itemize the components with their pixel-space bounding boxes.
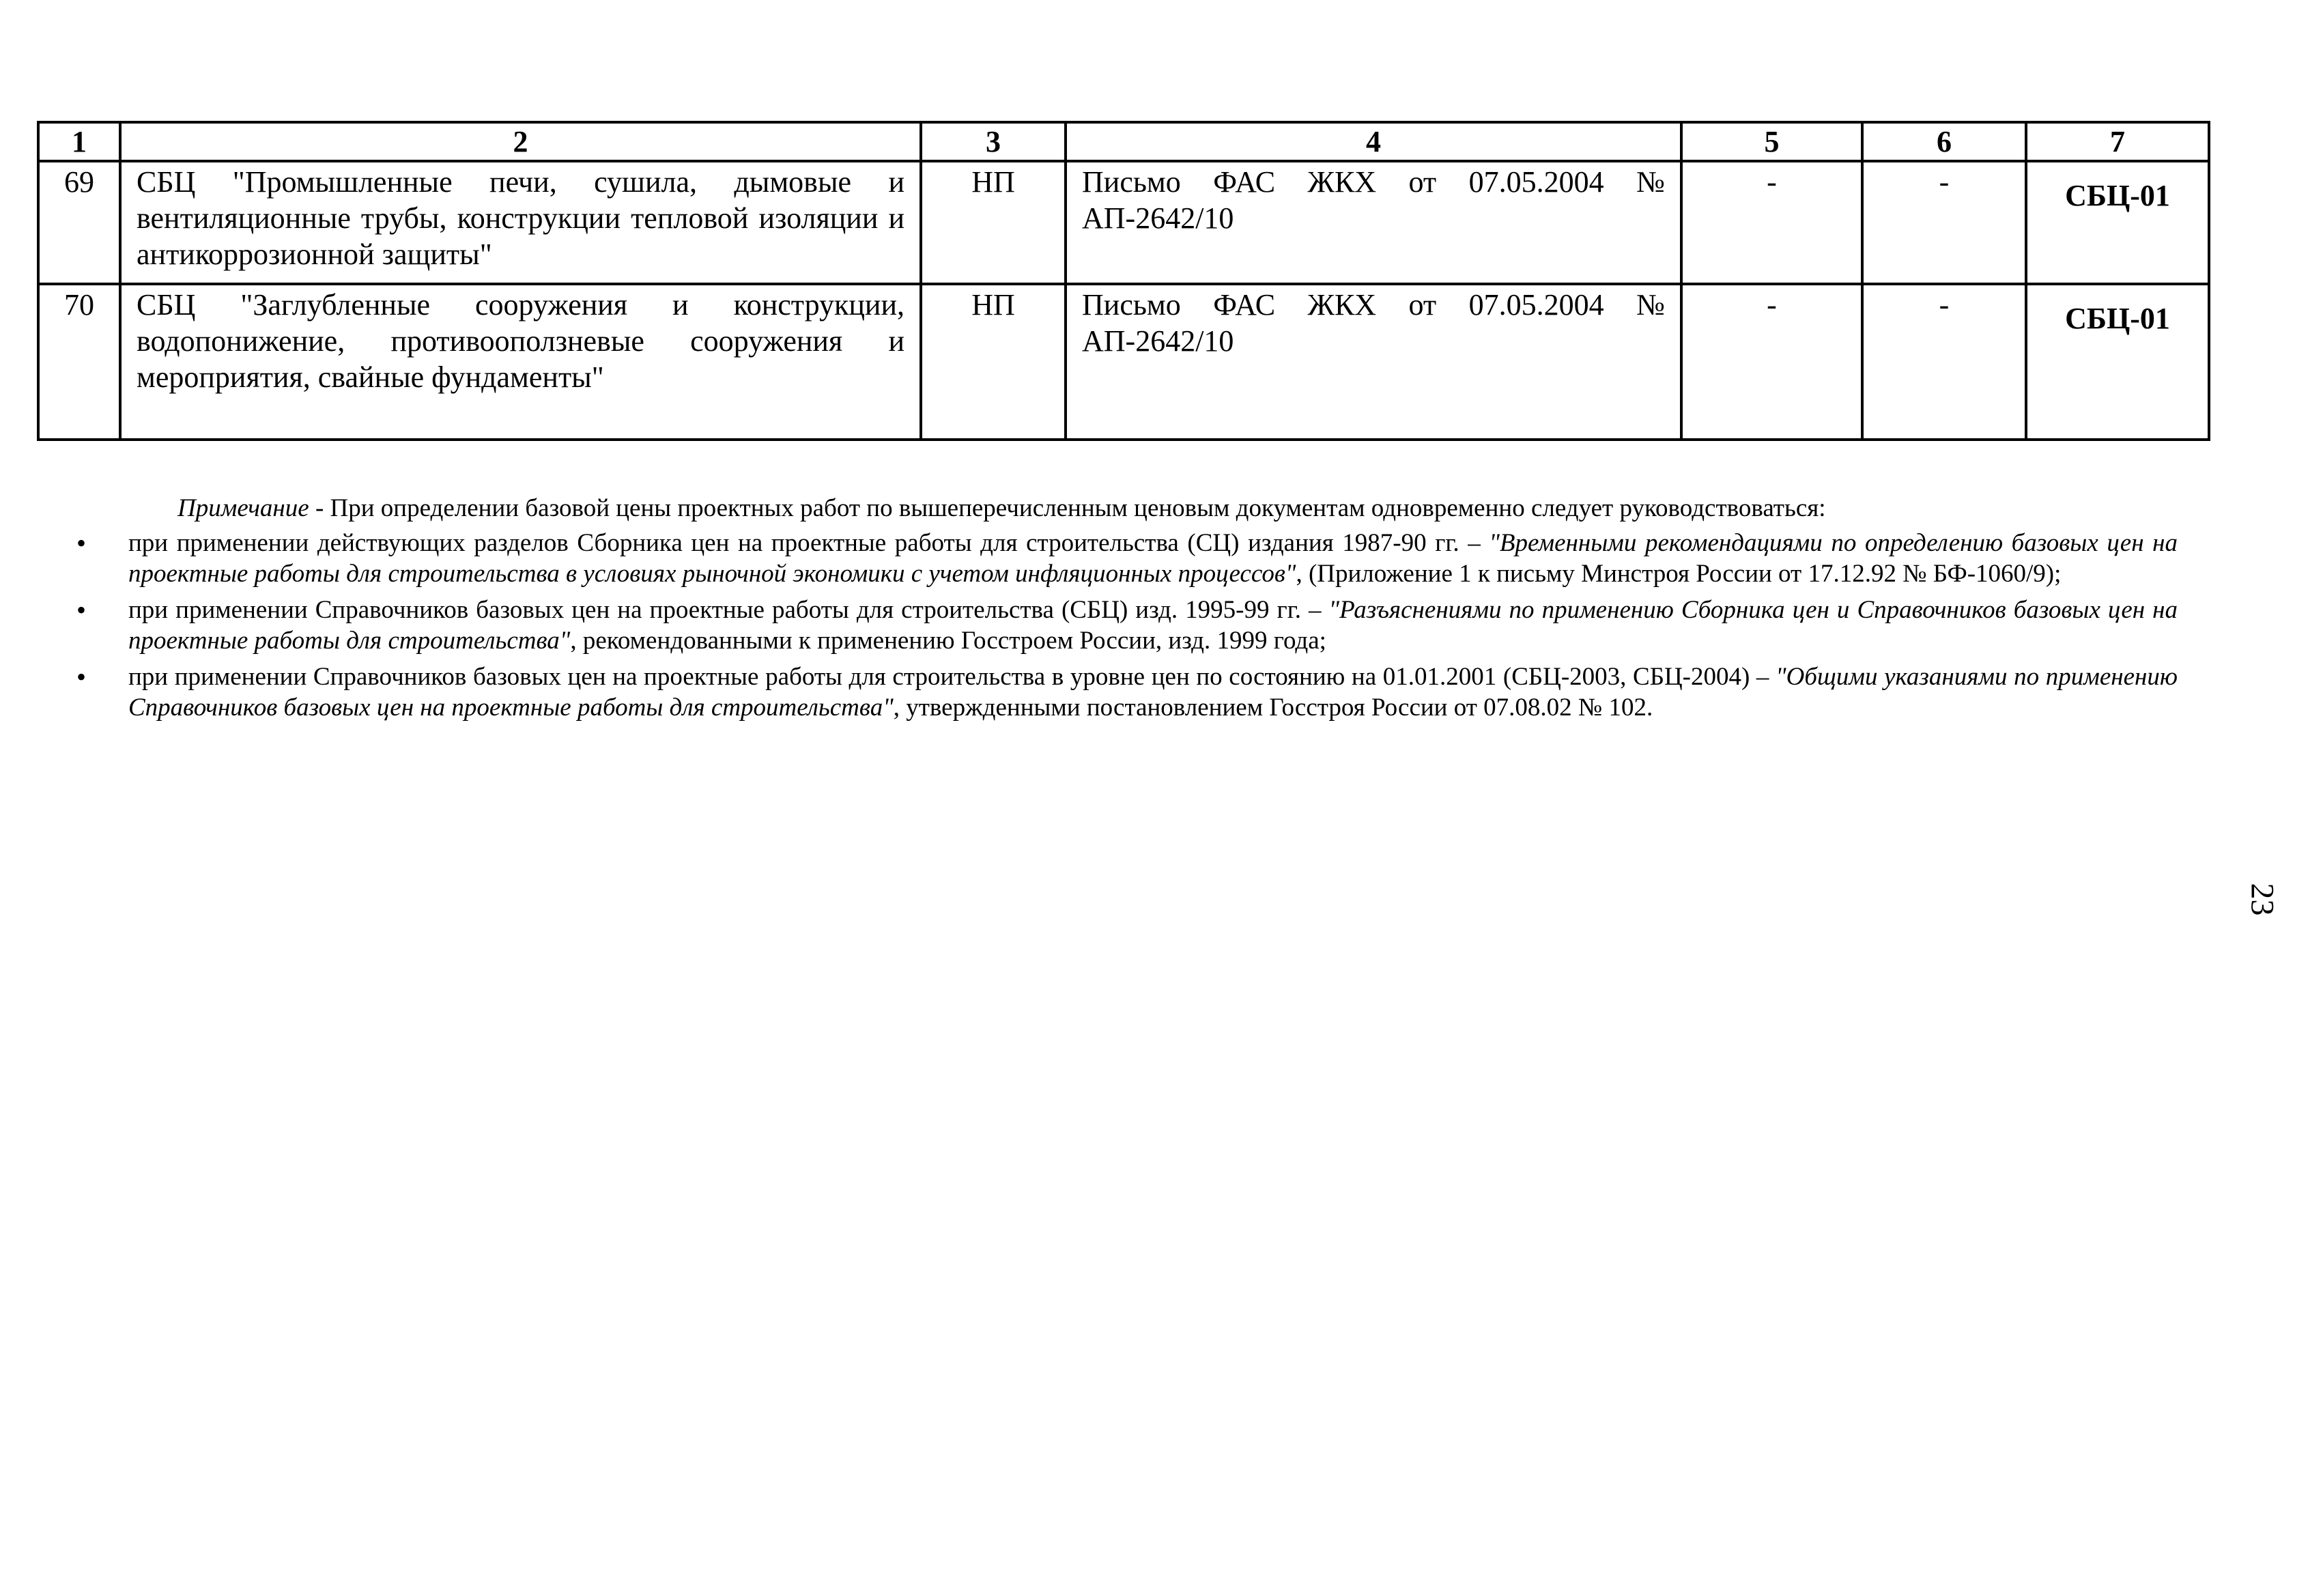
item-text: при применении Справочников базовых цен на проектные работы для строительства в уровне цен по состоянию на 01.01.2001 (СБЦ-2003, СБЦ-2004) – [128,663,1776,691]
approval-reference: Письмо ФАС ЖКХ от 07.05.2004 № АП-2642/10 [1066,284,1681,440]
document-code: СБЦ-01 [2026,161,2209,284]
bullet-icon: • [76,528,87,558]
status-cell: НП [921,284,1066,440]
header-cell: 2 [120,122,921,161]
list-item [68,595,2178,656]
document-title: СБЦ "Промышленные печи, сушила, дымовые и вентиляционные трубы, конструкции тепловой изоляции и антикоррозионной защиты" [120,161,921,284]
bullet-icon: • [76,595,87,625]
header-cell: 3 [921,122,1066,161]
note-label: Примечание - [177,494,324,522]
price-documents-table [37,121,2210,441]
row-number: 69 [38,161,120,284]
table-row [38,161,2209,284]
status-cell: НП [921,161,1066,284]
header-cell: 6 [1862,122,2026,161]
item-text-end: , рекомендованными к применению Госстроем России, изд. 1999 года; [570,627,1326,655]
column-6-value: - [1862,284,2026,440]
item-text-end: , утвержденными постановлением Госстроя России от 07.08.02 № 102. [893,694,1653,722]
row-number: 70 [38,284,120,440]
item-reference: "Разъяснениями по применению Сборника цен и Справочников базовых цен на проектные работы для строительства" [128,596,2178,655]
list-item [68,528,2178,589]
column-5-value: - [1681,161,1862,284]
note-intro-text: При определении базовой цены проектных работ по вышеперечисленным ценовым документам одновременно следует руководствоваться: [324,494,1826,522]
notes-section [68,493,2178,728]
column-5-value: - [1681,284,1862,440]
item-text: при применении действующих разделов Сборника цен на проектные работы для строительства (СЦ) издания 1987-90 гг. – [128,529,1490,557]
column-6-value: - [1862,161,2026,284]
header-cell: 7 [2026,122,2209,161]
item-reference: "Общими указаниями по применению Справочников базовых цен на проектные работы для строительства" [128,663,2178,722]
note-intro [68,493,2178,524]
header-cell: 1 [38,122,120,161]
document-title: СБЦ "Заглубленные сооружения и конструкции, водопонижение, противооползневые сооружения и мероприятия, свайные фундаменты" [120,284,921,440]
approval-reference: Письмо ФАС ЖКХ от 07.05.2004 № АП-2642/10 [1066,161,1681,284]
table-row [38,284,2209,440]
bullet-icon: • [76,661,87,692]
list-item [68,661,2178,723]
item-text-end: , (Приложение 1 к письму Минстроя России от 17.12.92 № БФ-1060/9); [1296,560,2062,588]
table-header-row [38,122,2209,161]
header-cell: 5 [1681,122,1862,161]
item-text: при применении Справочников базовых цен на проектные работы для строительства (СБЦ) изд. 1995-99 гг. – [128,596,1329,624]
page-number: 23 [2244,883,2281,916]
item-reference: "Временными рекомендациями по определению базовых цен на проектные работы для строительства в условиях рыночной экономики с учетом инфляционных процессов" [128,529,2178,588]
header-cell: 4 [1066,122,1681,161]
document-code: СБЦ-01 [2026,284,2209,440]
